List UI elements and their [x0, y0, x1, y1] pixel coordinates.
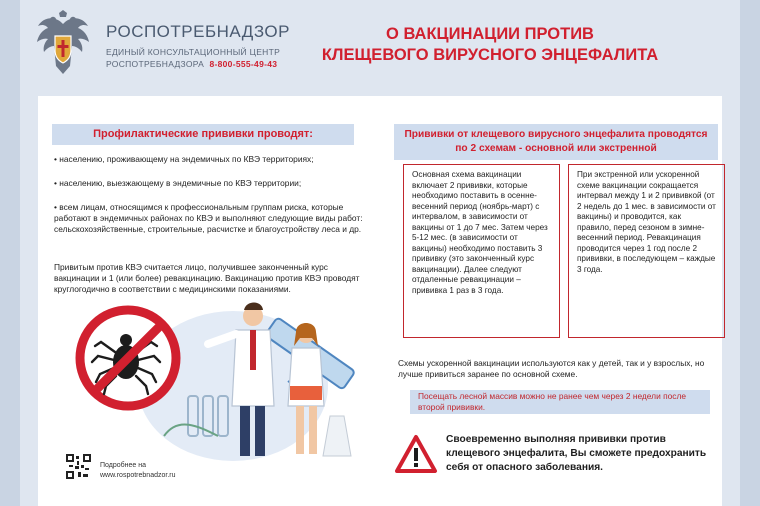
right-heading-line1: Прививки от клещевого вирусного энцефалита проводятся — [404, 129, 708, 140]
page-title-line1: О ВАКЦИНАЦИИ ПРОТИВ — [386, 25, 594, 43]
schemes-note: Схемы ускоренной вакцинации используются как у детей, так и у взрослых, но лучше привиться заранее по основной схеме. — [398, 358, 705, 379]
emergency-scheme-box: При экстренной или ускоренной схеме вакцинации сокращается интервал между 1 и 2 прививкой (от 2 недель до 1 мес. в зависимости от вакцины) и проводится, как правило, перед сезоном в зимне-весенний период. Ревакцинация проводится через 1 год после 2 прививки, в последующем – каждые 3 года. — [568, 164, 725, 338]
warning-message: Своевременно выполняя прививки против клещевого энцефалита, Вы сможете предохранить себя от опасного заболевания. — [446, 434, 707, 473]
no-ticks-icon — [80, 310, 176, 406]
bullet-risk-groups: • всем лицам, относящимся к профессиональным группам риска, которые работают в эндемичных районах по КВЭ и выполняют следующие виды работ: сельскохозяйственные, строительные, расчистке и благоустройству леса и др. — [54, 202, 363, 234]
bullet-travelers: • населению, выезжающему в эндемичные по КВЭ территории; — [54, 178, 302, 188]
warning-triangle-icon — [394, 434, 438, 474]
left-heading: Профилактические прививки проводят: — [52, 124, 354, 145]
page-title — [300, 24, 680, 66]
right-heading-line2: по 2 схемам - основной или экстренной — [455, 143, 657, 154]
qr-code-icon[interactable] — [66, 454, 91, 479]
header — [20, 0, 740, 96]
bullet-endemic-residents: • населению, проживающему на эндемичных по КВЭ территориях; — [54, 154, 314, 164]
org-subtitle-line2-text: РОСПОТРЕБНАДЗОРА — [106, 59, 205, 69]
vaccinated-definition: Привитым против КВЭ считается лицо, получившее законченный курс вакцинации и 1 (или более) ревакцинацию. Вакцинацию против КВЭ проводят круглогодично в соответствии с медицинскими показаниями. — [54, 262, 360, 294]
content-panel — [38, 96, 722, 506]
page-title-line2: КЛЕЩЕВОГО ВИРУСНОГО ЭНЦЕФАЛИТА — [321, 46, 659, 64]
forest-visit-note: Посещать лесной массив можно не ранее чем через 2 недели после второй прививки. — [410, 390, 710, 414]
org-name: РОСПОТРЕБНАДЗОР — [106, 22, 290, 41]
hotline-phone[interactable]: 8-800-555-49-43 — [209, 59, 278, 69]
main-scheme-box: Основная схема вакцинации включает 2 прививки, которые необходимо поставить в осенне-весенний период (ноябрь-март) с интервалом, в зависимости от вакцины от 1 до 7 мес. Затем через 5-12 мес. (в зависимости от вакцины) необходимо поставить 3 прививку (это законченный курс вакцинации). Далее следуют отдаленные ревакцинации – прививка 1 раз в 3 года. — [403, 164, 560, 338]
more-info-label: Подробнее на — [100, 462, 147, 469]
poster — [20, 0, 740, 506]
double-headed-eagle-emblem-icon — [34, 10, 92, 80]
vaccination-illustration — [68, 286, 358, 466]
right-heading — [394, 124, 718, 160]
org-subtitle-line2 — [106, 59, 277, 69]
more-info-link[interactable]: www.rospotrebnadzor.ru — [100, 472, 176, 479]
org-subtitle-line1: ЕДИНЫЙ КОНСУЛЬТАЦИОННЫЙ ЦЕНТР — [106, 47, 281, 57]
